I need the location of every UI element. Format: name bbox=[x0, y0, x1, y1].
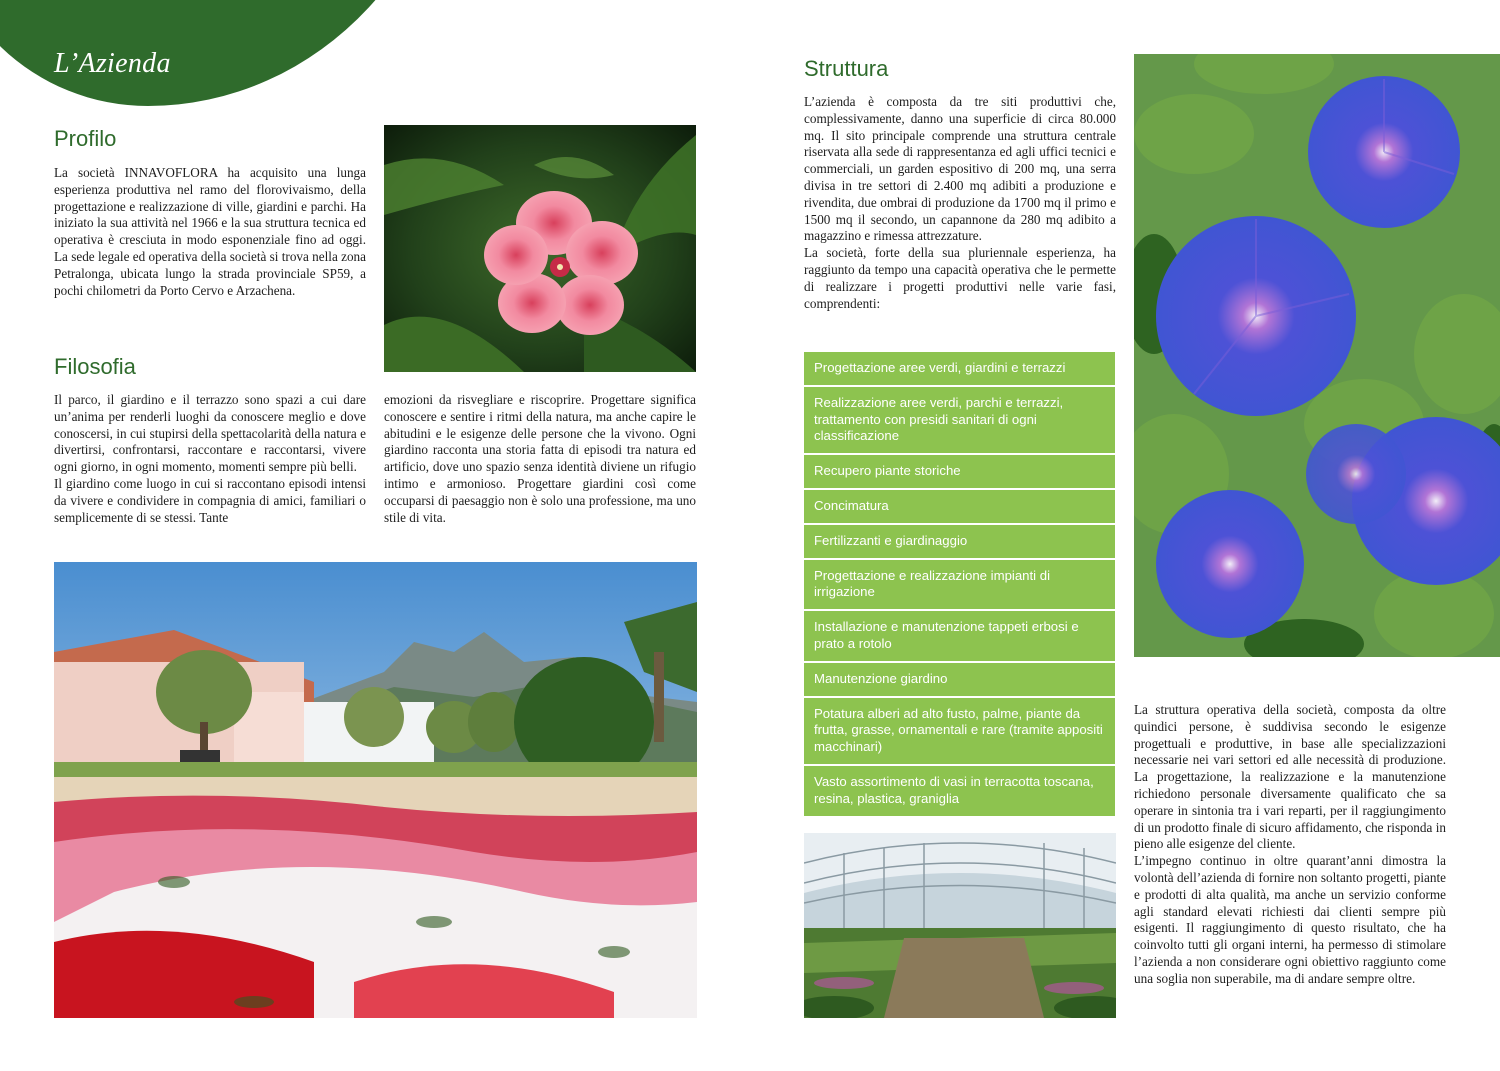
service-item: Potatura alberi ad alto fusto, palme, piante da frutta, grasse, ornamentali e rare (tramite appositi macchinari) bbox=[804, 698, 1115, 766]
blue-flowers-photo bbox=[1134, 54, 1500, 657]
filosofia-paragraph: Il parco, il giardino e il terrazzo sono spazi a cui dare un’anima per renderli luoghi da conoscere meglio e dove conoscersi, in cui stupirsi della spettacolarità della natura e divertirsi, confrontarsi, raccontare e raccontarsi, vivere ogni giorno, in ogni momento, momenti sempre più belli. bbox=[54, 392, 366, 475]
page-title: L’Azienda bbox=[54, 48, 171, 79]
filosofia-column-2 bbox=[384, 392, 696, 526]
filosofia-paragraph: emozioni da risvegliare e riscoprire. Progettare significa conoscere e sentire i ritmi della natura, ma anche capire le abitudini e le esigenze delle persone che la vivono. Ogni giardino racconta una storia fatta di episodi tra natura ed artificio, dove uno spazio senza identità diviene un rifugio intimo e armonioso. Progettare giardini così come occuparsi di paesaggio non è solo una professione, ma uno stile di vita. bbox=[384, 392, 696, 525]
filosofia-paragraph: Il giardino come luogo in cui si raccontano episodi intensi da vivere e condividere in compagnia di amici, familiari o semplicemente di se stessi. Tante bbox=[54, 475, 366, 525]
service-item: Manutenzione giardino bbox=[804, 663, 1115, 698]
service-item: Installazione e manutenzione tappeti erbosi e prato a rotolo bbox=[804, 611, 1115, 663]
greenhouse-photo bbox=[804, 833, 1116, 1018]
struttura-paragraph: La società, forte della sua pluriennale esperienza, ha raggiunto da tempo una capacità operativa che le permette di realizzare i progetti produttivi nelle varie fasi, comprendenti: bbox=[804, 245, 1116, 311]
profilo-paragraph: La società INNAVOFLORA ha acquisito una lunga esperienza produttiva nel ramo del florovivaismo, della progettazione e realizzazione di ville, giardini e parchi. Ha iniziato la sua attività nel 1966 e la sua struttura tecnica ed operativa è cresciuta in modo esponenziale fino ad oggi. La sede legale ed operativa della società si trova nella zona Petralonga, ubicata lungo la strada provinciale SP59, a pochi chilometri da Porto Cervo e Arzachena. bbox=[54, 165, 366, 298]
profilo-text bbox=[54, 165, 366, 299]
service-item: Concimatura bbox=[804, 490, 1115, 525]
profilo-heading: Profilo bbox=[54, 126, 117, 151]
service-item: Recupero piante storiche bbox=[804, 455, 1115, 490]
operativa-paragraph: La struttura operativa della società, composta da oltre quindici persone, è suddivisa secondo le esigenze progettuali e produttive, in base alle specializzazioni necessarie nei vari settori ed alle necessità di produzione. La progettazione, la realizzazione e la manutenzione richiedono personale diversamente qualificato che sa operare in sintonia tra i vari reparti, per il raggiungimento di un prodotto finale di sicuro affidamento, che risponda in pieno alle esigenze del cliente. bbox=[1134, 702, 1446, 852]
struttura-paragraph: L’azienda è composta da tre siti produttivi che, complessivamente, danno una superficie di circa 80.000 mq. Il sito principale comprende una struttura centrale riservata alla sede di rappresentanza ed agli uffici tecnici e commerciali, un garden espositivo di 200 mq, una serra divisa in tre settori di 2.400 mq adibiti a produzione e rivendita, due ombrai di produzione da 1700 mq il primo e 1500 mq il secondo, un capannone da 280 mq adibito a magazzino e rimessa attrezzature. bbox=[804, 94, 1116, 244]
pink-flower-photo bbox=[384, 125, 696, 372]
service-item: Progettazione e realizzazione impianti di irrigazione bbox=[804, 560, 1115, 612]
services-list bbox=[804, 352, 1115, 818]
service-item: Vasto assortimento di vasi in terracotta toscana, resina, plastica, graniglia bbox=[804, 766, 1115, 818]
operativa-text bbox=[1134, 702, 1446, 988]
service-item: Progettazione aree verdi, giardini e terrazzi bbox=[804, 352, 1115, 387]
struttura-heading: Struttura bbox=[804, 56, 889, 81]
service-item: Fertilizzanti e giardinaggio bbox=[804, 525, 1115, 560]
struttura-intro bbox=[804, 94, 1116, 312]
operativa-paragraph: L’impegno continuo in oltre quarant’anni dimostra la volontà dell’azienda di fornire non soltanto progetti, piante e prodotti di alta qualità, ma anche un servizio conforme agli standard elevati richiesti dai clienti sempre più esigenti. Il raggiungimento di questo risultato, che ha coinvolto tutti gli organi interni, ha permesso di stimolare l’azienda a non considerare ogni obiettivo raggiunto come una soglia non superabile, ma di andare sempre oltre. bbox=[1134, 853, 1446, 986]
filosofia-column-1 bbox=[54, 392, 366, 526]
service-item: Realizzazione aree verdi, parchi e terrazzi, trattamento con presidi sanitari di ogni classificazione bbox=[804, 387, 1115, 455]
filosofia-heading: Filosofia bbox=[54, 354, 136, 379]
garden-photo bbox=[54, 562, 697, 1018]
